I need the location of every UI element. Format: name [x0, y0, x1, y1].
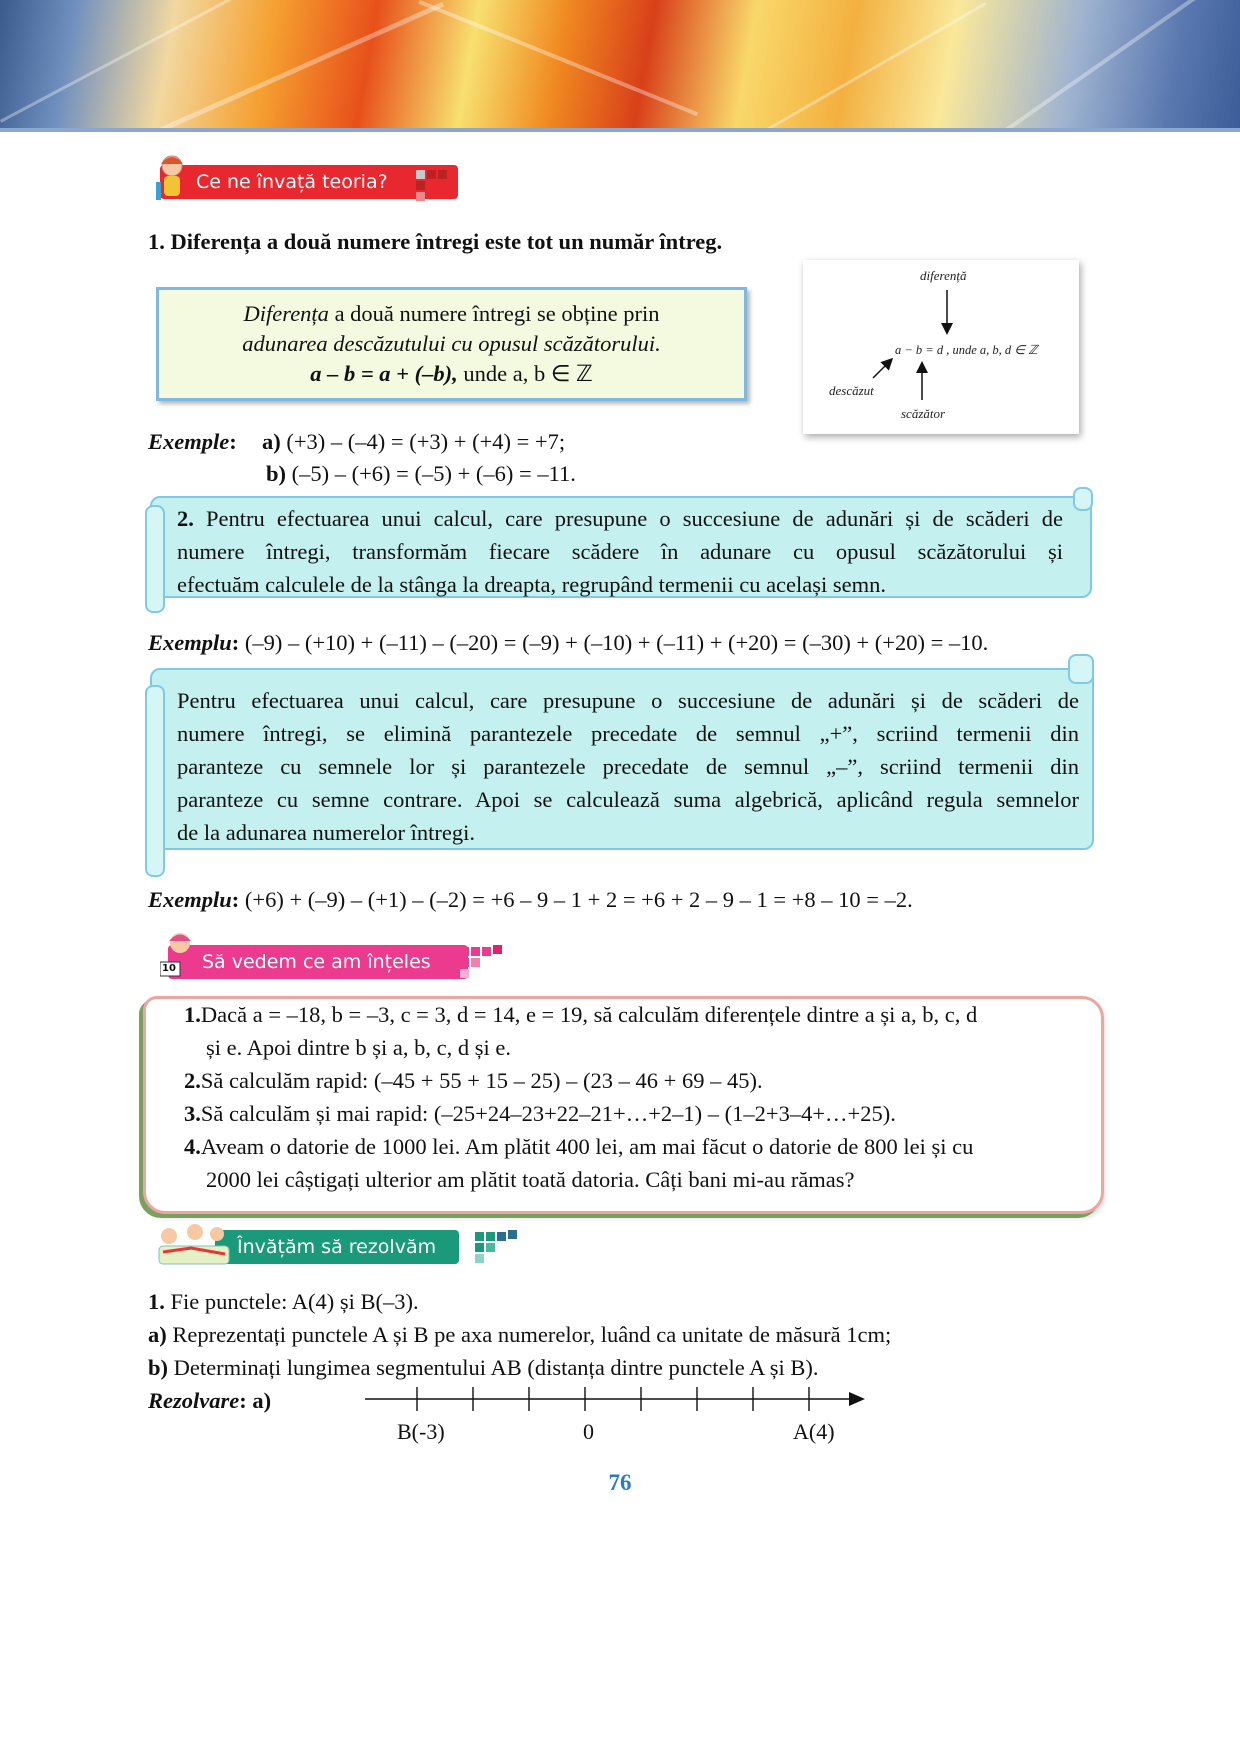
solve-part-b [148, 1351, 819, 1384]
point-a-label: A(4) [793, 1419, 835, 1444]
examples-line-a: Exemple: a) (+3) – (–4) = (+3) + (+4) = +7; [148, 429, 566, 454]
point-2-text-1: Pentru efectuarea unui calcul, care presupune o succesiune de adunări și de scăderi de [193, 506, 1063, 531]
diagram-label-minuend: descăzut [829, 383, 874, 398]
understand-badge: 10 [162, 963, 176, 974]
difference-diagram [803, 260, 1079, 434]
scroll-curl-left-2 [145, 685, 165, 877]
solve-problem-1 [148, 1285, 419, 1318]
diagram-formula: a − b = d , unde a, b, d ∈ ℤ [895, 343, 1038, 357]
solve-section-header [155, 1222, 525, 1272]
diagram-label-subtrahend: scăzător [901, 406, 946, 421]
theory-tag-label: Ce ne învață teoria? [196, 171, 388, 193]
definition-term: Diferența [243, 301, 329, 326]
exercise-4-line-2: 2000 lei câștigați ulterior am plătit toată datoria. Câți bani mi-au rămas? [206, 1167, 855, 1192]
exercise-4-line-1 [184, 1130, 973, 1163]
header-banner-image [0, 0, 1240, 132]
examples-line-b [266, 457, 576, 490]
examples-label: Exemple [148, 429, 230, 454]
diagram-label-difference: diferență [920, 268, 967, 283]
solve-part-a-label: a) [148, 1322, 167, 1347]
understand-section-header [160, 930, 510, 990]
example-a-label: a) [261, 429, 281, 454]
point-2-line-1 [177, 502, 1063, 535]
example-b-label: b) [266, 461, 287, 486]
solve-part-b-text: Determinați lungimea segmentului AB (distanța dintre punctele A și B). [168, 1355, 819, 1380]
solve-tag [215, 1230, 459, 1264]
note-line-5: de la adunarea numerelor întregi. [177, 820, 475, 845]
exercise-1-line-2: și e. Apoi dintre b și a, b, c, d și e. [206, 1035, 511, 1060]
exercise-1-number: 1. [184, 1002, 201, 1027]
solve-problem-number: 1. [148, 1289, 165, 1314]
resolution-label: Rezolvare [148, 1388, 240, 1413]
exercise-3-number: 3. [184, 1101, 201, 1126]
solve-tag-label: Învățăm să rezolvăm [237, 1236, 437, 1258]
note-line-1: Pentru efectuarea unui calcul, care presupune o succesiune de adunări și de scăderi de [177, 688, 1079, 713]
page-number: 76 [608, 1470, 632, 1495]
understand-tag [168, 945, 468, 979]
exercise-4-text: Aveam o datorie de 1000 lei. Am plătit 400 lei, am mai făcut o datorie de 800 lei și cu [200, 1134, 974, 1159]
point-2-line-3: efectuăm calculele de la stânga la dreapta, regrupând termenii cu același semn. [177, 572, 887, 597]
scroll-curl-right [1073, 487, 1093, 511]
point-1-text: Diferența a două numere întregi este tot un număr întreg. [170, 229, 723, 254]
example-3: Exemplu: (+6) + (–9) – (+1) – (–2) = +6 – 9 – 1 + 2 = +6 + 2 – 9 – 1 = +8 – 10 = –2. [148, 887, 913, 912]
exercise-4-number: 4. [184, 1134, 201, 1159]
exercise-1-line-1 [184, 998, 977, 1031]
definition-line-2: adunarea descăzutului cu opusul scăzătorului. [242, 331, 661, 356]
exercise-1-text: Dacă a = –18, b = –3, c = 3, d = 14, e = 19, să calculăm diferențele dintre a și a, b, c, d [200, 1002, 978, 1027]
solve-part-a [148, 1318, 891, 1351]
note-line-4: paranteze cu semne contrare. Apoi se calculează suma algebrică, aplicând regula semnelor [177, 787, 1079, 812]
example-2: Exemplu: (–9) – (+10) + (–11) – (–20) = (–9) + (–10) + (–11) + (+20) = (–30) + (+20) = –10. [148, 630, 989, 655]
example-b-text: (–5) – (+6) = (–5) + (–6) = –11. [286, 461, 576, 486]
example-2-text: (–9) – (+10) + (–11) – (–20) = (–9) + (–10) + (–11) + (+20) = (–30) + (+20) = –10. [239, 630, 989, 655]
exercise-2-number: 2. [184, 1068, 201, 1093]
theory-tag [160, 165, 458, 199]
definition-box [156, 287, 747, 401]
note-line-3: paranteze cu semnele lor și parantezele precedate de semnul „–”, scriind termenii din [177, 754, 1079, 779]
example-3-label: Exemplu [148, 887, 232, 912]
exercise-2 [184, 1064, 763, 1097]
resolution-part-a: a) [246, 1388, 272, 1413]
banner-underline [0, 128, 1240, 132]
solve-part-a-text: Reprezentați punctele A și B pe axa numerelor, luând ca unitate de măsură 1cm; [166, 1322, 892, 1347]
example-2-label: Exemplu [148, 630, 232, 655]
scroll-curl-right-2 [1068, 654, 1094, 684]
point-2-number: 2. [177, 506, 194, 531]
definition-formula: a – b = a + (–b), [310, 361, 458, 386]
example-a-text: (+3) – (–4) = (+3) + (+4) = +7; [280, 429, 566, 454]
resolution-label-line: Rezolvare: a) [148, 1388, 272, 1413]
point-1-number: 1. [148, 229, 165, 254]
number-line-arrow [849, 1392, 865, 1406]
exercise-3 [184, 1097, 896, 1130]
definition-line-1: a două numere întregi se obține prin [328, 301, 660, 326]
solve-problem-text: Fie punctele: A(4) și B(–3). [164, 1289, 419, 1314]
exercise-3-text: Să calculăm și mai rapid: (–25+24–23+22–21+…+2–1) – (1–2+3–4+…+25). [200, 1101, 896, 1126]
theory-section-header [150, 152, 460, 212]
understand-tag-label: Să vedem ce am înțeles [202, 951, 431, 973]
note-line-2: numere întregi, se elimină parantezele precedate de semnul „+”, scriind termenii din [177, 721, 1079, 746]
scroll-curl-left [145, 505, 165, 613]
point-b-label: B(-3) [397, 1419, 445, 1444]
origin-label: 0 [583, 1419, 594, 1444]
girl-mascot-icon [154, 152, 190, 202]
number-line [365, 1385, 865, 1413]
definition-domain: unde a, b ∈ ℤ [457, 361, 593, 386]
theory-point-1 [148, 225, 722, 258]
kids-mascot-icon [155, 1222, 235, 1268]
solve-part-b-label: b) [148, 1355, 169, 1380]
exercise-2-text: Să calculăm rapid: (–45 + 55 + 15 – 25) – (23 – 46 + 69 – 45). [200, 1068, 763, 1093]
example-3-text: (+6) + (–9) – (+1) – (–2) = +6 – 9 – 1 + 2 = +6 + 2 – 9 – 1 = +8 – 10 = –2. [239, 887, 913, 912]
point-2-line-2: numere întregi, transformăm fiecare scădere în adunare cu opusul scăzătorului și [177, 539, 1063, 564]
